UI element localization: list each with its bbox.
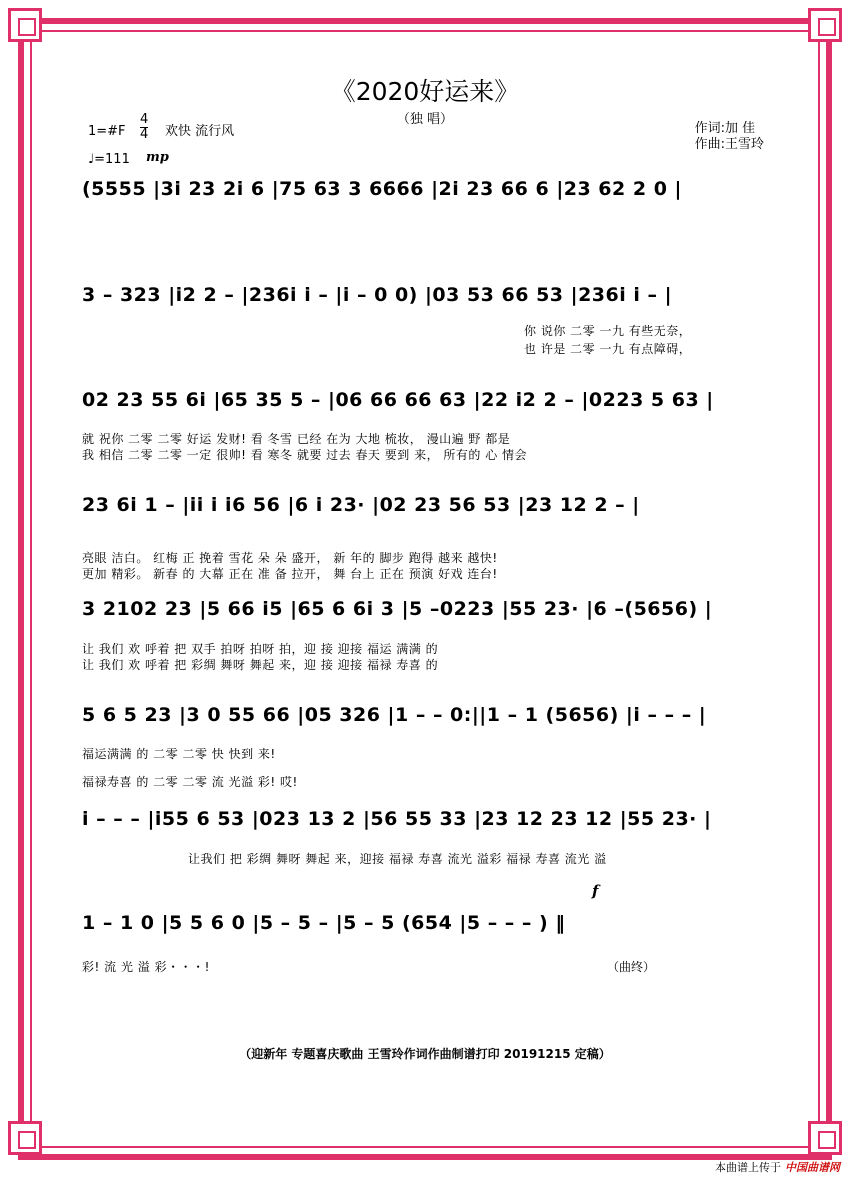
lyric-line: 更加 精彩。 新春 的 大幕 正在 准 备 拉开， 舞 台上 正在 预演 好戏 连台! xyxy=(82,567,498,581)
corner-ornament xyxy=(808,1121,842,1155)
corner-ornament xyxy=(808,8,842,42)
lyric-line: 让 我们 欢 呼着 把 彩绸 舞呀 舞起 来，迎 接 迎接 福禄 寿喜 的 xyxy=(82,658,439,672)
song-title: 《2020好运来》 xyxy=(330,77,520,106)
style-marking: 欢快 流行风 xyxy=(165,124,235,139)
lyric-line: 彩! 流 光 溢 彩・・・! xyxy=(82,960,210,974)
music-line: (5555 |3i 23 2i 6 |75 63 3 6666 |2i 23 66 6 |23 62 2 0 | xyxy=(82,178,682,200)
lyric-line: 亮眼 洁白。 红梅 正 挽着 雪花 朵 朵 盛开， 新 年的 脚步 跑得 越来 越快! xyxy=(82,551,498,565)
song-subtitle: （独 唱） xyxy=(396,112,454,127)
lyric-line: 福运满满 的 二零 二零 快 快到 来! xyxy=(82,747,276,761)
lyric-line: 我 相信 二零 二零 一定 很帅! 看 寒冬 就要 过去 春天 要到 来， 所有的 心 情会 xyxy=(82,448,528,462)
footer-note: （迎新年 专题喜庆歌曲 王雪玲作词作曲制谱打印 20191215 定稿） xyxy=(239,1047,611,1061)
music-line: 3 2102 23 |5 66 i5 |65 6 6i 3 |5 –0223 |55 23· |6 –(5656) | xyxy=(82,598,713,620)
music-line: i – – – |i55 6 53 |023 13 2 |56 55 33 |23 12 23 12 |55 23· | xyxy=(82,808,712,830)
time-top: 4 xyxy=(140,112,149,127)
watermark-logo: 中国曲谱网 xyxy=(785,1161,840,1174)
credits xyxy=(695,121,764,153)
time-bottom: 4 xyxy=(140,127,149,142)
lyric-line: 你 说你 二零 一九 有些无奈， xyxy=(524,324,692,338)
dynamic-marking: mp xyxy=(146,150,169,165)
corner-ornament xyxy=(8,8,42,42)
watermark-text: 本曲谱上传于 xyxy=(715,1161,781,1174)
watermark xyxy=(715,1159,840,1175)
music-line: 5 6 5 23 |3 0 55 66 |05 326 |1 – – 0:||1 – 1 (5656) |i – – – | xyxy=(82,704,707,726)
lyric-line: 也 许是 二零 一九 有点障碍， xyxy=(524,342,692,356)
music-line: 1 – 1 0 |5 5 6 0 |5 – 5 – |5 – 5 (654 |5 – – – ) ‖ xyxy=(82,912,566,934)
music-line: 3 – 323 |i2 2 – |236i i – |i – 0 0) |03 53 66 53 |236i i – | xyxy=(82,284,673,306)
music-line: 02 23 55 6i |65 35 5 – |06 66 66 63 |22 i2 2 – |0223 5 63 | xyxy=(82,389,714,411)
end-mark: （曲终） xyxy=(607,960,656,974)
lyric-line: 福禄寿喜 的 二零 二零 流 光溢 彩! 哎! xyxy=(82,775,298,789)
forte-marking: f xyxy=(592,882,599,900)
lyricist: 作词:加 佳 xyxy=(694,121,756,136)
music-line: 23 6i 1 – |ii i i6 56 |6 i 23· |02 23 56 53 |23 12 2 – | xyxy=(82,494,640,516)
time-signature xyxy=(140,113,148,142)
lyric-line: 就 祝你 二零 二零 好运 发财! 看 冬雪 已经 在为 大地 梳妆， 漫山遍 野 都是 xyxy=(82,432,511,446)
lyric-line: 让 我们 欢 呼着 把 双手 拍呀 拍呀 拍，迎 接 迎接 福运 满满 的 xyxy=(82,642,439,656)
corner-ornament xyxy=(8,1121,42,1155)
composer: 作曲:王雪玲 xyxy=(694,137,764,152)
tempo-marking: ♩=111 xyxy=(88,152,130,167)
key-signature: 1=#F xyxy=(88,124,126,139)
lyric-line: 让我们 把 彩绸 舞呀 舞起 来，迎接 福禄 寿喜 流光 溢彩 福禄 寿喜 流光 溢 xyxy=(188,852,607,866)
